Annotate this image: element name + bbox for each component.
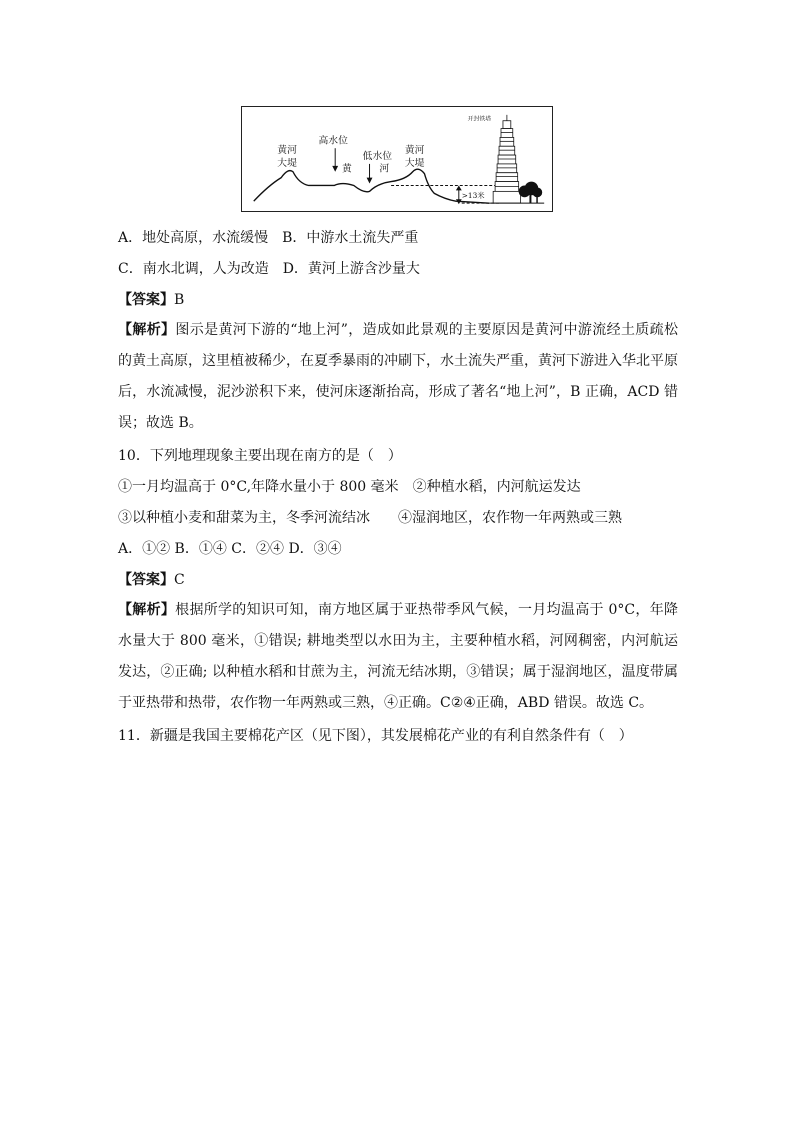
yellow-river-cross-section-figure (241, 106, 553, 212)
q11-stem: 11．新疆是我国主要棉花产区（见下图），其发展棉花产业的有利自然条件有（ ） (118, 728, 633, 744)
q10-answer (118, 570, 678, 590)
q9-answer-value: B (174, 292, 185, 308)
left-dike-label-1: 黄河 (277, 145, 297, 157)
q9-analysis-tag: 【解析】 (118, 322, 176, 338)
q10-analysis (118, 595, 678, 719)
q10-answer-value: C (174, 572, 185, 588)
trees-icon (519, 182, 543, 204)
right-dike-label-2: 大堤 (404, 157, 425, 169)
river-label-2: 河 (379, 163, 390, 175)
q10-items-line2: ③以种植小麦和甜菜为主，冬季河流结冰 ④湿润地区，农作物一年两熟或三熟 (118, 510, 622, 526)
q9-answer-tag: 【答案】 (118, 292, 174, 308)
right-dike-label-1: 黄河 (404, 145, 425, 157)
high-water-label: 高水位 (318, 135, 348, 147)
q9-analysis-text: 图示是黄河下游的“地上河”，造成如此景观的主要原因是黄河中游流经土质疏松的黄土高原，这里植被稀少，在夏季暴雨的冲刷下，水土流失严重，黄河下游进入华北平原后，水流减慢，泥沙淤积下来，使河床逐渐抬高，形成了著名“地上河”，B 正确，ACD 错误；故选 B。 (118, 322, 679, 431)
q9-options-line2: C．南水北调，人为改造 D．黄河上游含沙量大 (118, 261, 420, 277)
q9-analysis (118, 315, 678, 439)
q10-stem: 10．下列地理现象主要出现在南方的是（ ） (118, 448, 402, 464)
q10-analysis-tag: 【解析】 (118, 602, 176, 618)
cross-section-diagram (242, 107, 552, 211)
terrain-profile (254, 169, 489, 203)
height-label: >13米 (461, 191, 485, 201)
pagoda-icon (493, 115, 520, 203)
q10-analysis-text: 根据所学的知识可知，南方地区属于亚热带季风气候，一月均温高于 0°C，年降水量大于 800 毫米，①错误; 耕地类型以水田为主，主要种植水稻，河网稠密，内河航运发达，②正确; 以种植水稻和甘蔗为主，河流无结冰期，③错误；属于湿润地区，温度带属于亚热带和热带，农作物一年两熟或三熟，④正确。C②④正确，ABD 错误。故选 C。 (118, 602, 678, 711)
q9-options-line1: A．地处高原，水流缓慢 B．中游水土流失严重 (118, 230, 419, 246)
river-label-1: 黄 (342, 163, 352, 175)
q10-answer-tag: 【答案】 (118, 572, 174, 588)
q10-options: A．①② B．①④ C．②④ D．③④ (118, 541, 342, 557)
left-dike-label-2: 大堤 (277, 157, 297, 169)
low-water-label: 低水位 (362, 151, 393, 162)
q10-items-line1: ①一月均温高于 0°C,年降水量小于 800 毫米 ②种植水稻，内河航运发达 (118, 479, 581, 495)
tower-label: 开封铁塔 (467, 116, 492, 123)
q9-answer (118, 290, 678, 310)
